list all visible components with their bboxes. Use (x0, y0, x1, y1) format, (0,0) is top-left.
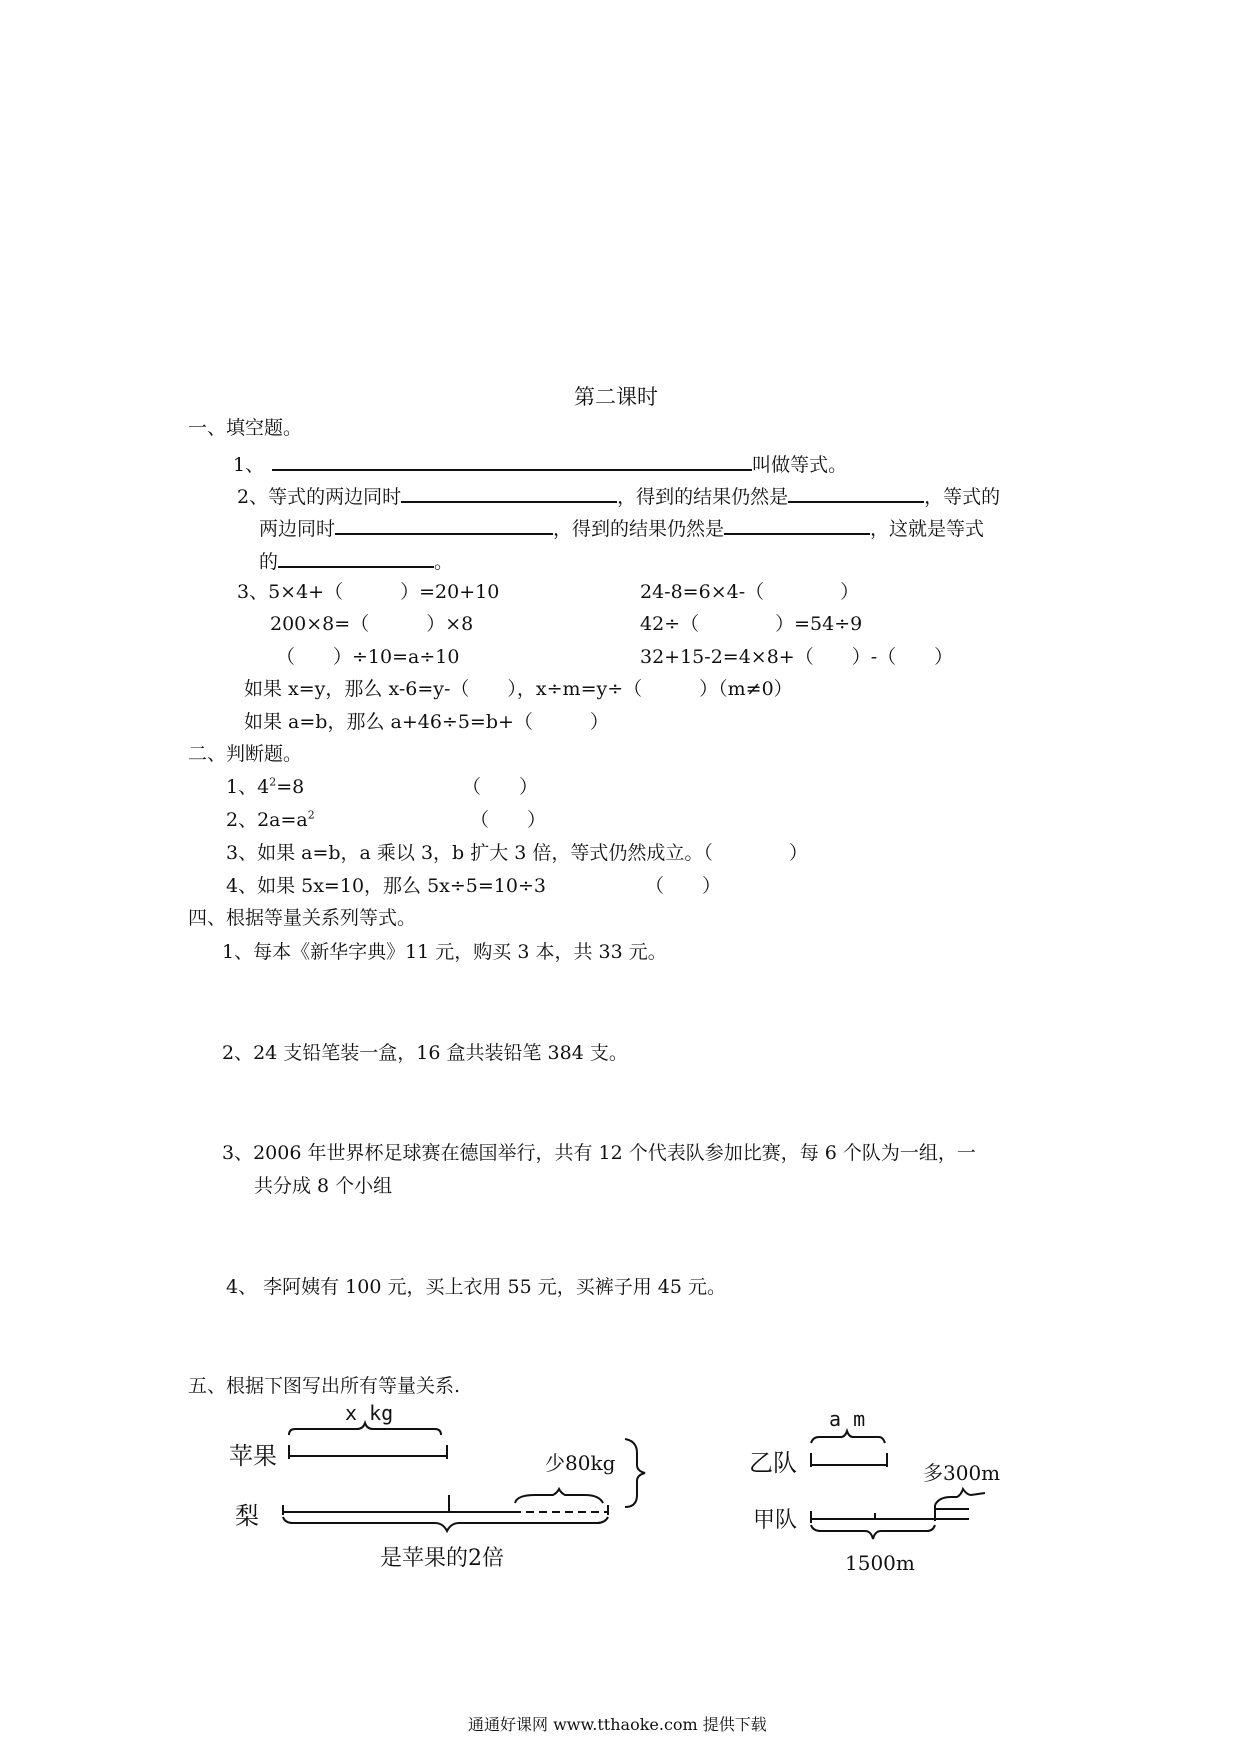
question-1-tail: 叫做等式。 (752, 454, 848, 476)
judge-2-sup: 2 (307, 808, 315, 822)
q3-row-2-right: 42÷（ ）=54÷9 (640, 613, 863, 635)
q3-row-5: 如果 a=b，那么 a+46÷5=b+（ ） (244, 711, 609, 733)
diagram-teams (745, 1405, 1045, 1585)
page-title: 第二课时 (574, 385, 658, 409)
q2-text-f: ，这就是等式 (870, 518, 985, 540)
question-2-line-1 (237, 482, 1000, 509)
problem-1: 1、每本《新华字典》11 元，购买 3 本，共 33 元。 (222, 941, 667, 963)
judge-3: 3、如果 a=b，a 乘以 3，b 扩大 3 倍，等式仍然成立。（ ） (226, 842, 808, 864)
label-1500m: 1500m (845, 1551, 915, 1575)
diagram-apple-pear (225, 1395, 675, 1585)
section-4-heading: 四、根据等量关系列等式。 (188, 907, 417, 929)
q3-row-2-left: 200×8=（ ）×8 (270, 613, 474, 635)
diagram-teams-lines (745, 1405, 1045, 1585)
q3-row-3-right: 32+15-2=4×8+（ ）-（ ） (640, 646, 954, 668)
label-pear: 梨 (235, 1502, 259, 1530)
blank-2b[interactable] (788, 482, 924, 503)
judge-2 (226, 808, 315, 832)
judge-1-text: 1、4 (226, 776, 270, 798)
blank-2e[interactable] (278, 547, 434, 568)
q3-row-4: 如果 x=y，那么 x-6=y-（ ），x÷m=y÷（ ）（m≠0） (244, 678, 793, 700)
judge-1-sup: 2 (269, 775, 277, 789)
label-apple: 苹果 (229, 1442, 277, 1470)
blank-2a[interactable] (401, 482, 617, 503)
blank-2d[interactable] (724, 514, 870, 535)
q3-row-1-left: 3、5×4+（ ）=20+10 (237, 581, 500, 603)
q2-text-e: ，得到的结果仍然是 (553, 518, 725, 540)
blank-1[interactable] (272, 450, 752, 471)
q2-text-d: 两边同时 (259, 518, 336, 540)
q2-text-c: ，等式的 (924, 486, 1001, 508)
label-twice-apple: 是苹果的2倍 (380, 1546, 504, 1571)
q3-row-1-right: 24-8=6×4-（ ） (640, 581, 860, 603)
q2-text-b: ，得到的结果仍然是 (617, 486, 789, 508)
question-1 (233, 450, 847, 477)
question-2-line-2 (259, 514, 984, 541)
judge-4-paren: （ ） (645, 875, 722, 897)
label-a-m: a m (829, 1407, 866, 1431)
q2-text-a: 2、等式的两边同时 (237, 486, 402, 508)
problem-4: 4、 李阿姨有 100 元，买上衣用 55 元，买裤子用 45 元。 (226, 1276, 726, 1298)
judge-1 (226, 775, 304, 799)
question-1-number: 1、 (233, 454, 265, 476)
label-team-yi: 乙队 (749, 1449, 797, 1477)
judge-1-tail: =8 (276, 776, 305, 798)
blank-2c[interactable] (335, 514, 553, 535)
q2-text-g: 的 (259, 551, 279, 573)
footer-credit: 通通好课网 www.tthaoke.com 提供下载 (468, 1715, 767, 1734)
section-1-heading: 一、填空题。 (188, 417, 303, 439)
problem-2: 2、24 支铅笔装一盒，16 盒共装铅笔 384 支。 (222, 1042, 628, 1064)
question-2-line-3 (259, 547, 453, 574)
problem-3-line-1: 3、2006 年世界杯足球赛在德国举行，共有 12 个代表队参加比赛，每 6 个队为一组，一 (222, 1142, 976, 1164)
judge-1-paren: （ ） (462, 776, 539, 798)
diagram-apple-pear-lines (225, 1395, 675, 1585)
section-5-heading: 五、根据下图写出所有等量关系. (188, 1375, 461, 1397)
label-x-kg: x kg (345, 1401, 394, 1425)
judge-2-text: 2、2a=a (226, 809, 308, 831)
label-more-300m: 多300m (923, 1461, 1001, 1485)
q2-text-h: 。 (434, 551, 454, 573)
problem-3-line-2: 共分成 8 个小组 (254, 1175, 393, 1197)
label-less-80kg: 少80kg (545, 1451, 616, 1475)
judge-2-paren: （ ） (470, 809, 547, 831)
label-team-jia: 甲队 (753, 1508, 798, 1533)
q3-row-3-left: （ ）÷10=a÷10 (276, 646, 460, 668)
section-2-heading: 二、判断题。 (188, 743, 303, 765)
judge-4: 4、如果 5x=10，那么 5x÷5=10÷3 (226, 875, 546, 897)
